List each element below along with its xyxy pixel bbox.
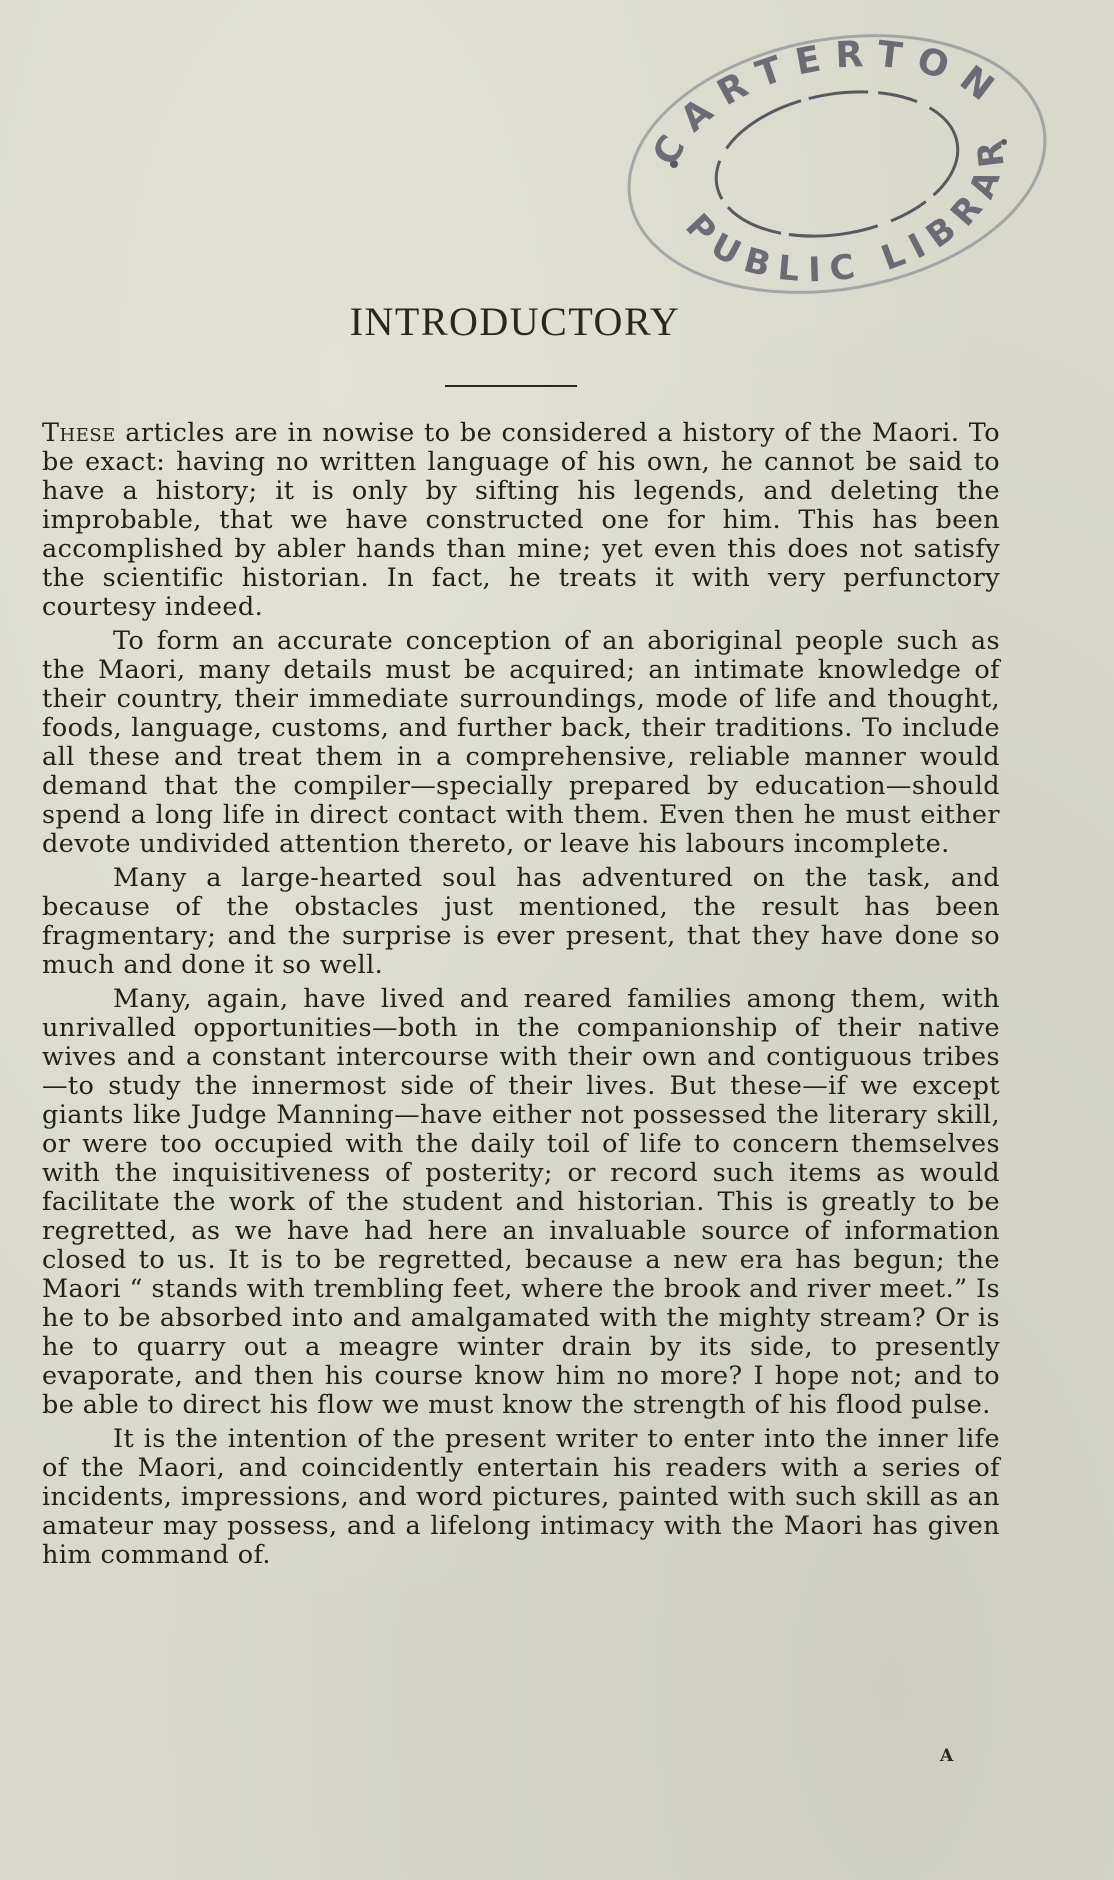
title-rule: [445, 385, 577, 387]
paragraph-1-text: articles are in nowise to be considered a history of the Maori. To be exact: having no written language of his own, he cannot be said to have a history; it is only by sifting his legends, and deleting the improbable, that we have constructed one for him. This has been accomplished by abler hands than mine; yet even this does not satisfy the scientific historian. In fact, he treats it with very perfunctory courtesy indeed.: [42, 418, 1000, 622]
paragraph-4: Many, again, have lived and reared families among them, with unrivalled opportunities—both in the companionship of their native wives and a constant intercourse with their own and contiguous tribes—to study the innermost side of their lives. But these—if we except giants like Judge Manning—have either not possessed the literary skill, or were too occupied with the daily toil of life to concern themselves with the inquisitiveness of posterity; or record such items as would facilitate the work of the student and historian. This is greatly to be regretted, as we have had here an invaluable source of information closed to us. It is to be regretted, because a new era has begun; the Maori “ stands with trembling feet, where the brook and river meet.” Is he to be absorbed into and amalgamated with the mighty stream? Or is he to quarry out a meagre winter drain by its side, to presently evaporate, and then his course know him no more? I hope not; and to be able to direct his flow we must know the strength of his flood pulse.: [42, 984, 1000, 1420]
paragraph-5: It is the intention of the present writer to enter into the inner life of the Maori, and coincidently entertain his readers with a series of incidents, impressions, and word pictures, painted with such skill as an amateur may possess, and a lifelong intimacy with the Maori has given him command of.: [42, 1424, 1000, 1570]
body-text: [42, 419, 1000, 1575]
stamp-top-text: CARTERTON: [644, 33, 1013, 173]
stamp-bottom-text: PUBLIC LIBRARY: [677, 130, 1013, 291]
page-title: INTRODUCTORY: [349, 299, 681, 344]
library-stamp: [612, 24, 1062, 324]
paragraph-2: To form an accurate conception of an aboriginal people such as the Maori, many details must be acquired; an intimate knowledge of their country, their immediate surroundings, mode of life and thought, foods, language, customs, and further back, their traditions. To include all these and treat them in a comprehensive, reliable manner would demand that the compiler—specially prepared by education—should spend a long life in direct contact with them. Even then he must either devote undivided attention thereto, or leave his labours incomplete.: [42, 626, 1000, 859]
signature-mark: A: [940, 1746, 954, 1766]
paragraph-1-lead: These: [42, 418, 116, 448]
paragraph-1: [42, 419, 1000, 622]
paragraph-3: Many a large-hearted soul has adventured on the task, and because of the obstacles just mentioned, the result has been fragmentary; and the surprise is ever present, that they have done so much and done it so well.: [42, 863, 1000, 980]
